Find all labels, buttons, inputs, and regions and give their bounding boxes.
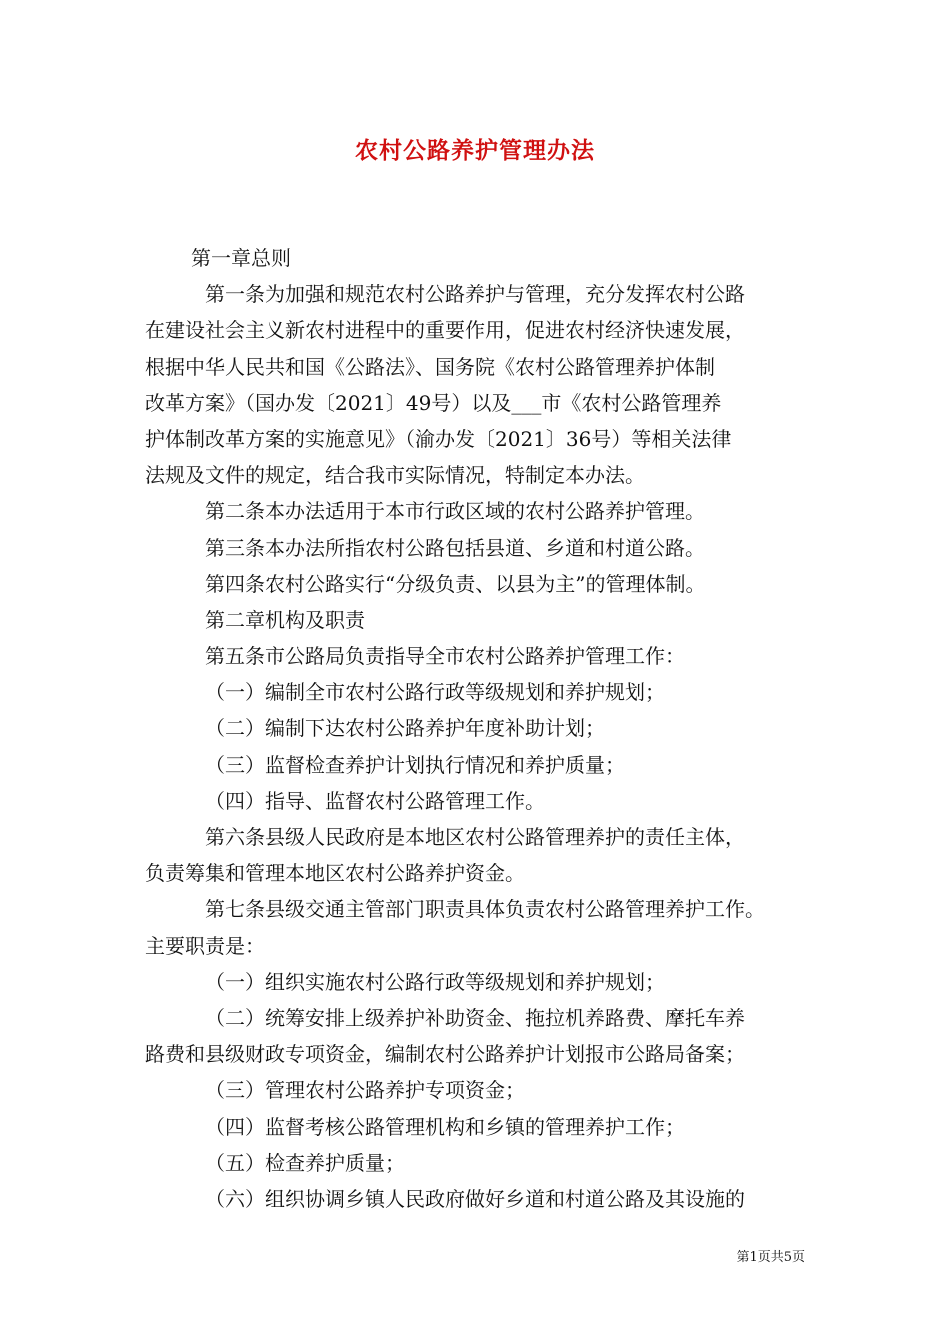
- paragraph-line: 在建设社会主义新农村进程中的重要作用，促进农村经济快速发展，: [145, 318, 745, 343]
- article-7: 第七条县级交通主管部门职责具体负责农村公路管理养护工作。: [205, 897, 765, 922]
- list-item: （二）统筹安排上级养护补助资金、拖拉机养路费、摩托车养: [205, 1005, 745, 1030]
- paragraph-line: 改革方案》（国办发〔2021〕49号）以及___市《农村公路管理养: [145, 390, 722, 415]
- document-title: 农村公路养护管理办法: [355, 137, 595, 164]
- list-item: （二）编制下达农村公路养护年度补助计划；: [205, 716, 605, 741]
- paragraph-line: 根据中华人民共和国《公路法》、国务院《农村公路管理养护体制: [145, 354, 715, 379]
- list-item: （四）指导、监督农村公路管理工作。: [205, 788, 545, 813]
- document-body: [145, 240, 815, 1217]
- article-2: 第二条本办法适用于本市行政区域的农村公路养护管理。: [205, 499, 705, 524]
- paragraph-line: 路费和县级财政专项资金，编制农村公路养护计划报市公路局备案；: [145, 1042, 745, 1067]
- list-item: （一）编制全市农村公路行政等级规划和养护规划；: [205, 680, 665, 705]
- paragraph-line: 第一条为加强和规范农村公路养护与管理，充分发挥农村公路: [205, 282, 745, 307]
- paragraph-line: 法规及文件的规定，结合我市实际情况，特制定本办法。: [145, 463, 645, 488]
- list-item: （四）监督考核公路管理机构和乡镇的管理养护工作；: [205, 1114, 685, 1139]
- article-3: 第三条本办法所指农村公路包括县道、乡道和村道公路。: [205, 535, 705, 560]
- article-5: 第五条市公路局负责指导全市农村公路养护管理工作：: [205, 644, 685, 669]
- article-4: 第四条农村公路实行“分级负责、以县为主”的管理体制。: [205, 571, 706, 596]
- list-item: （五）检查养护质量；: [205, 1150, 405, 1175]
- list-item: （三）管理农村公路养护专项资金；: [205, 1078, 525, 1103]
- article-6: 第六条县级人民政府是本地区农村公路管理养护的责任主体，: [205, 825, 745, 849]
- paragraph-line: 负责筹集和管理本地区农村公路养护资金。: [145, 861, 525, 886]
- list-item: （六）组织协调乡镇人民政府做好乡道和村道公路及其设施的: [205, 1186, 745, 1211]
- list-item: （三）监督检查养护计划执行情况和养护质量；: [205, 752, 625, 777]
- chapter-heading-1: 第一章总则: [191, 246, 291, 270]
- paragraph-line: 护体制改革方案的实施意见》（渝办发〔2021〕36号）等相关法律: [145, 426, 732, 451]
- paragraph-line: 主要职责是：: [145, 933, 265, 958]
- page-number: 第1页共5页: [736, 1250, 805, 1265]
- chapter-heading-2: 第二章机构及职责: [205, 607, 365, 632]
- list-item: （一）组织实施农村公路行政等级规划和养护规划；: [205, 969, 665, 994]
